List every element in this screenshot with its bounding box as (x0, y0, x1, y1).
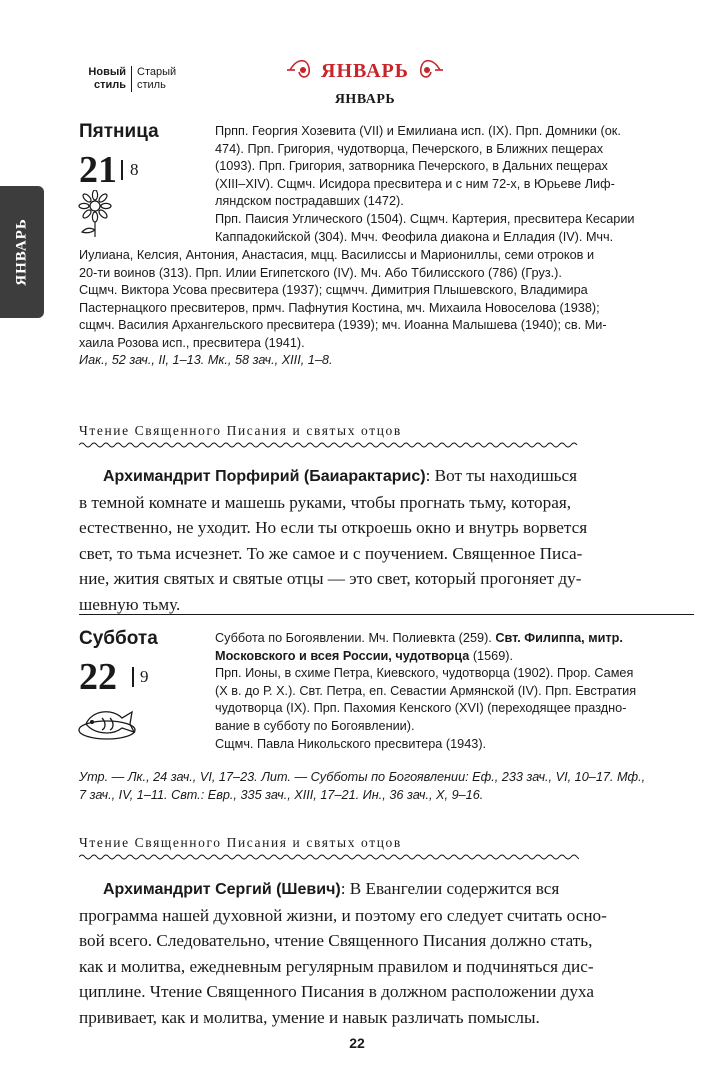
day-number: 21 (79, 149, 117, 191)
saints-line: Прпп. Георгия Хозевита (VII) и Емилиана исп. (IX). Прп. Домники (ок. (215, 124, 621, 138)
saints-line: Каппадокийской (304). Мчч. Феофила диакона и Елладия (IV). Мчч. (215, 229, 614, 244)
style-divider (131, 66, 132, 92)
passage-author: Архимандрит Порфирий (Баиарактарис) (103, 468, 426, 485)
saints-line: Прп. Ионы, в схиме Петра, Киевского, чудотворца (1902). Прор. Самея (215, 666, 634, 681)
wavy-divider (79, 441, 579, 449)
passage-line: шевную тьму. (79, 594, 181, 614)
old-style-label-1: Старый (137, 66, 177, 78)
month-title-red: ЯНВАРЬ (321, 60, 409, 82)
day-number-divider (132, 667, 134, 687)
day-separator (79, 614, 694, 615)
old-style-label-2: стиль (137, 79, 166, 91)
saints-line: (1093). Прп. Григория, затворника Печерского, в Дальних пещерах (215, 159, 608, 174)
passage-line: вой всего. Следовательно, чтение Священного Писания должно стать, (79, 931, 593, 950)
old-day-number: 8 (130, 160, 139, 179)
passage-text: : В Евангелии содержится вся (340, 879, 560, 898)
saints-line: Сщмч. Павла Никольского пресвитера (1943). (215, 736, 487, 751)
day-readings: Иак., 52 зач., II, 1–13. Мк., 58 зач., XIII, 1–8. (79, 353, 333, 367)
month-side-tab-label: ЯНВАРЬ (13, 218, 30, 286)
day-number: 22 (79, 656, 117, 698)
saints-line: Пастернацкого пресвитеров, прмч. Пафнутия Костина, мч. Михаила Новоселова (1938); (79, 300, 600, 315)
passage-first-line (79, 463, 699, 490)
old-style-label (137, 66, 187, 92)
passage-line: циплине. Чтение Священного Писания в должном расположении духа (79, 982, 594, 1001)
saints-text: (1569). (469, 648, 514, 663)
day-name: Суббота (79, 628, 158, 649)
saints-line: 20-ти воинов (313). Прп. Илии Египетского (IV). Мч. Або Тбилисского (786) (Груз.). (79, 265, 562, 280)
month-side-tab (0, 186, 44, 318)
day-readings: 7 зач., IV, 1–11. Свт.: Евр., 335 зач., XIII, 17–21. Ин., 36 зач., X, 9–16. (79, 788, 484, 802)
saints-line (215, 630, 695, 648)
day-saints-block (215, 123, 695, 246)
feast-name: Свт. Филиппа, митр. (495, 631, 623, 645)
passage-line: ние, жития святых и святые отцы — это свет, который прогоняет ду- (79, 569, 582, 588)
passage-line: прививает, как и молитва, умение и навык различать помыслы. (79, 1007, 540, 1027)
saints-line: Прп. Паисия Углического (1504). Сщмч. Картерия, пресвитера Кесарии (215, 211, 635, 226)
month-title: ЯНВАРЬ (334, 92, 396, 107)
saints-line: вание в субботу по Богоявлении). (215, 718, 415, 733)
day-readings: Утр. — Лк., 24 зач., VI, 17–23. Лит. — Субботы по Богоявлении: Еф., 233 зач., VI, 10–17. Мф., (79, 770, 646, 784)
wavy-divider (79, 853, 579, 861)
day-number-divider (121, 160, 123, 180)
section-title: Чтение Священного Писания и святых отцов (79, 835, 402, 850)
passage-line: как и молитва, ежедневным регулярным правилом и подчиняться дис- (79, 956, 594, 976)
page-number: 22 (349, 1035, 365, 1051)
saints-line: Сщмч. Виктора Усова пресвитера (1937); сщмчч. Димитрия Плышевского, Владимира (79, 283, 588, 298)
new-style-label (76, 66, 126, 92)
saints-line: сщмч. Василия Архангельского пресвитера (1939); мч. Иоанна Малышева (1940); св. Ми- (79, 318, 607, 333)
saints-line: (XIII–XIV). Сщмч. Исидора пресвитера и с ним 72-х, в Юрьеве Лиф- (215, 176, 615, 191)
new-style-label-2: стиль (93, 79, 126, 91)
passage-line: в темной комнате и машешь руками, чтобы прогнать тьму, которая, (79, 492, 572, 512)
day-saints-block-wide (79, 247, 695, 353)
saints-line: 474). Прп. Григория, чудотворца, Печерского, в Ближних пещерах (215, 141, 604, 156)
saints-line: (Х в. до Р. Х.). Свт. Петра, еп. Севастии Армянской (IV). Прп. Евстратия (215, 683, 637, 698)
day-name: Пятница (79, 121, 159, 142)
passage-author: Архимандрит Сергий (Шевич) (103, 881, 341, 898)
passage-line: программа нашей духовной жизни, и поэтому его следует считать осно- (79, 905, 607, 925)
saints-line: чудотворца (IX). Прп. Пахомия Кенского (XVI) (переходящее праздно- (215, 701, 627, 716)
old-day-number: 9 (140, 667, 149, 686)
reading-passage (79, 463, 699, 617)
feast-name: Московского и всея России, чудотворца (215, 648, 470, 663)
saints-line: Иулиана, Келсия, Антония, Анастасия, мцц. Василиссы и Мариониллы, семи отроков и (79, 248, 595, 262)
saints-line: хаила Розова исп., пресвитера (1941). (79, 335, 305, 350)
new-style-label-1: Новый (88, 66, 126, 78)
day-saints-block (215, 630, 695, 753)
section-title: Чтение Священного Писания и святых отцов (79, 423, 402, 438)
saints-line (215, 648, 695, 666)
reading-passage (79, 876, 699, 1030)
saints-line: ляндском пострадавших (1472). (215, 194, 404, 209)
saints-text: Суббота по Богоявлении. Мч. Полиевкта (259). (215, 631, 496, 645)
passage-line: свет, то тьма исчезнет. То же самое и с поучением. Священное Писа- (79, 543, 583, 563)
sunflower-icon (76, 190, 114, 238)
passage-line: естественно, не уходит. Но если ты откроешь окно и внутрь ворвется (79, 518, 588, 537)
fish-dish-icon (76, 700, 138, 742)
passage-text: : Вот ты находишься (425, 466, 578, 485)
passage-first-line (79, 876, 699, 903)
